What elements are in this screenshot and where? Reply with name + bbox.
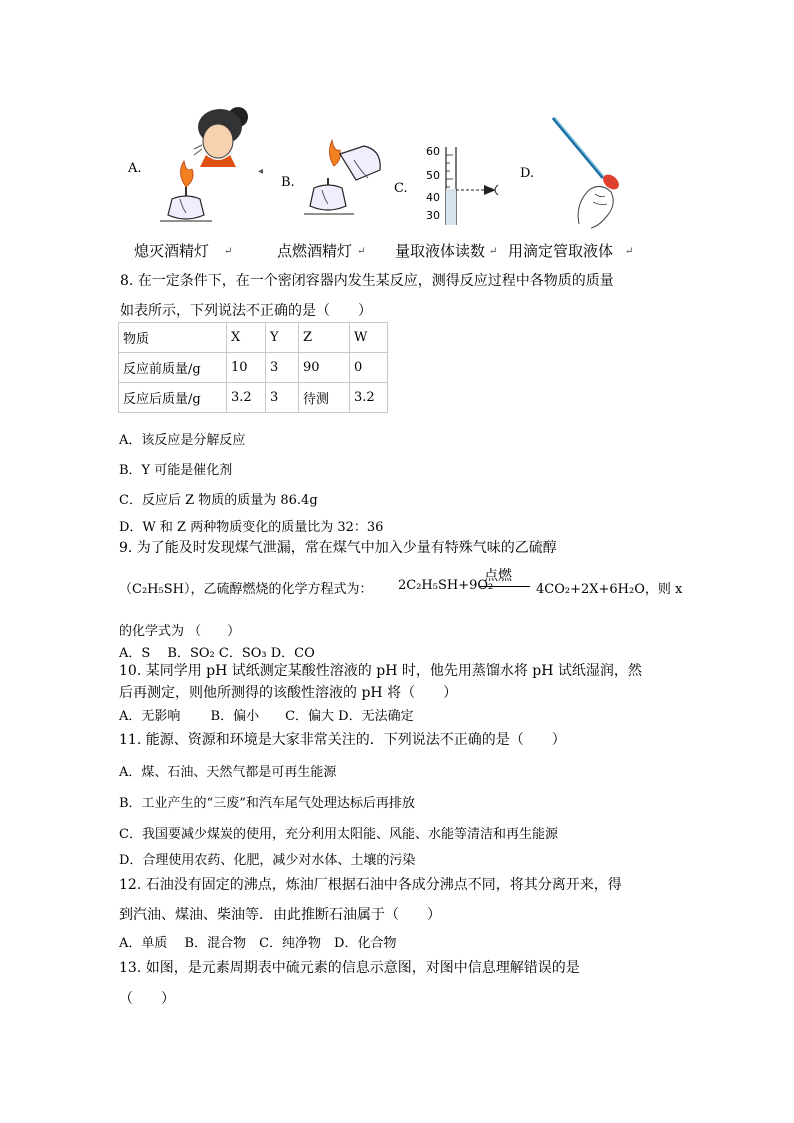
q12-stem-line2: 到汽油、煤油、柴油等．由此推断石油属于（ ）: [119, 907, 441, 923]
q10-options: A．无影响 B．偏小 C．偏大 D．无法确定: [119, 709, 414, 724]
figure-c-caption: 量取液体读数: [395, 242, 486, 260]
q8-option-d: D．W 和 Z 两种物质变化的质量比为 32：36: [119, 520, 384, 535]
figure-b-lighting-lamp: [298, 130, 398, 230]
table-cell: 3.2: [227, 383, 266, 413]
q9-stem-line3: 的化学式为 （ ）: [119, 624, 241, 639]
table-cell: 待测: [299, 383, 350, 413]
q11-option-c: C．我国要减少煤炭的使用，充分利用太阳能、风能、水能等清洁和再生能源: [119, 827, 558, 842]
tick-label: 30: [426, 209, 440, 222]
q9-stem-line1: 9. 为了能及时发现煤气泄漏，常在煤气中加入少量有特殊气味的乙硫醇: [119, 540, 557, 556]
table-cell: 3: [266, 383, 299, 413]
q11-option-d: D．合理使用农药、化肥，减少对水体、土壤的污染: [119, 853, 416, 868]
q8-option-b: B．Y 可能是催化剂: [119, 463, 233, 478]
table-cell: Y: [266, 323, 299, 353]
table-cell: 90: [299, 353, 350, 383]
q9-equation-right: 4CO₂+2X+6H₂O，则 x: [536, 582, 683, 597]
figure-d-caption: 用滴定管取液体: [508, 242, 614, 260]
table-cell: 反应后质量/g: [119, 383, 227, 413]
table-cell: 10: [227, 353, 266, 383]
table-cell: 物质: [119, 323, 227, 353]
q9-stem-line2: （C₂H₅SH），乙硫醇燃烧的化学方程式为：: [119, 582, 373, 597]
figure-b-caption: 点燃酒精灯: [277, 242, 353, 260]
figure-c-label: C.: [394, 181, 408, 196]
tick-label: 50: [426, 169, 440, 182]
q11-option-b: B．工业产生的“三废”和汽车尾气处理达标后再排放: [119, 796, 415, 811]
graduated-cylinder-icon: [440, 145, 520, 230]
q9-equation-left: 2C₂H₅SH+9O₂: [398, 578, 494, 593]
q13-stem-line1: 13. 如图，是元素周期表中硫元素的信息示意图，对图中信息理解错误的是: [119, 960, 580, 976]
equation-arrow-line: [480, 586, 530, 587]
table-row: [119, 383, 388, 413]
figure-d-dropper: [545, 112, 635, 232]
q11-stem: 11. 能源、资源和环境是大家非常关注的．下列说法不正确的是（ ）: [119, 732, 566, 748]
figure-d-label: D.: [520, 166, 535, 181]
return-mark: ↵: [357, 246, 366, 257]
table-cell: 3.2: [350, 383, 388, 413]
table-cell: 反应前质量/g: [119, 353, 227, 383]
q10-stem-line2: 后再测定，则他所测得的该酸性溶液的 pH 将（ ）: [119, 685, 458, 701]
figure-a-caption: 熄灭酒精灯: [134, 242, 210, 260]
figure-b-label: B.: [281, 175, 295, 190]
q11-option-a: A．煤、石油、天然气都是可再生能源: [119, 765, 337, 780]
q8-option-a: A．该反应是分解反应: [119, 433, 246, 448]
table-cell: 0: [350, 353, 388, 383]
return-mark: ↵: [489, 246, 498, 257]
tick-label: 40: [426, 191, 440, 204]
table-cell: X: [227, 323, 266, 353]
table-row: [119, 323, 388, 353]
q13-stem-line2: （ ）: [119, 991, 175, 1007]
q8-option-c: C．反应后 Z 物质的质量为 86.4g: [119, 493, 318, 508]
table-cell: W: [350, 323, 388, 353]
q12-stem-line1: 12. 石油没有固定的沸点，炼油厂根据石油中各成分沸点不同，将其分离开来，得: [119, 877, 622, 893]
anchor-mark: ◂: [258, 166, 264, 177]
q8-mass-table: [118, 322, 388, 413]
return-mark: ↵: [224, 246, 233, 257]
q8-stem-line1: 8. 在一定条件下，在一个密闭容器内发生某反应，测得反应过程中各物质的质量: [120, 273, 614, 289]
q9-options: A．S B．SO₂ C．SO₃ D．CO: [119, 646, 315, 661]
q12-options: A．单质 B．混合物 C．纯净物 D．化合物: [119, 936, 397, 951]
return-mark: ↵: [625, 246, 634, 257]
q10-stem-line1: 10. 某同学用 pH 试纸测定某酸性溶液的 pH 时，他先用蒸馏水将 pH 试纸湿润，然: [119, 663, 642, 679]
figure-a-blowing-lamp: [150, 95, 265, 235]
tick-label: 60: [426, 145, 440, 158]
q9-condition: 点燃: [484, 568, 512, 584]
table-cell: Z: [299, 323, 350, 353]
q8-stem-line2: 如表所示，下列说法不正确的是（ ）: [120, 303, 372, 319]
table-row: [119, 353, 388, 383]
figure-a-label: A.: [128, 161, 142, 176]
table-cell: 3: [266, 353, 299, 383]
